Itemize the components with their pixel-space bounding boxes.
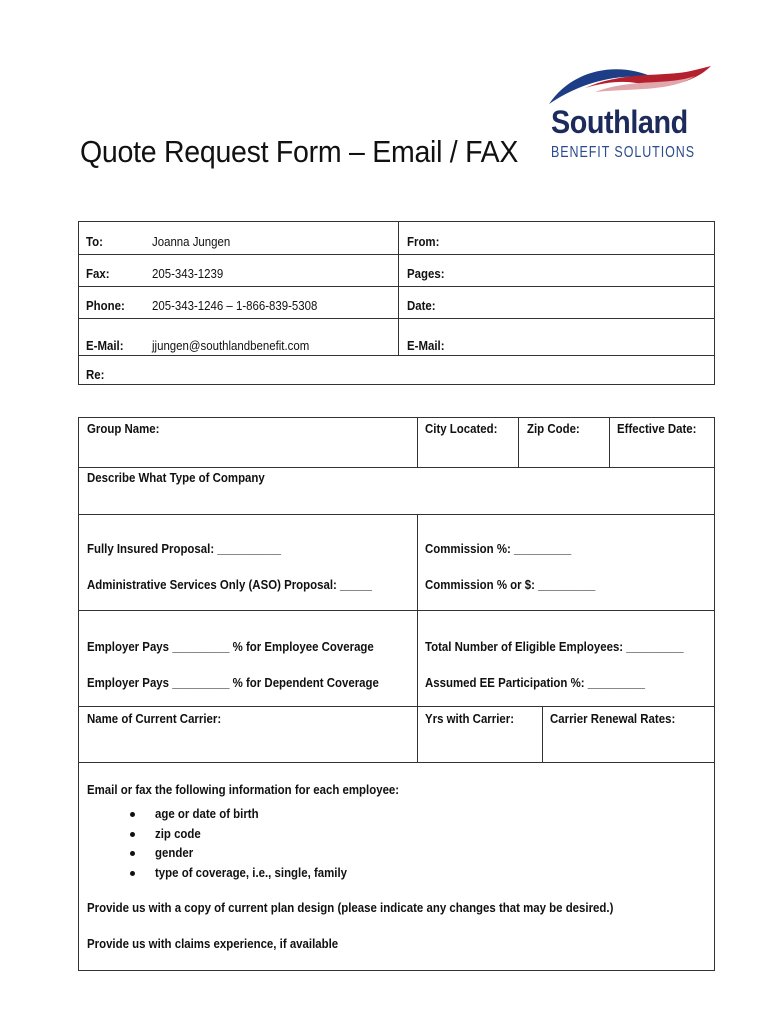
date-label: Date: (407, 298, 436, 313)
group-name-label: Group Name: (87, 421, 160, 436)
to-value[interactable]: Joanna Jungen (152, 234, 231, 249)
bullet-icon (130, 832, 135, 837)
bullet-icon (130, 812, 135, 817)
fully-insured-field[interactable]: Fully Insured Proposal: __________ (87, 541, 281, 556)
bullet-icon (130, 851, 135, 856)
commission-pct-or-dollar-field[interactable]: Commission % or $: _________ (425, 577, 596, 592)
to-label: To: (86, 234, 103, 249)
yrs-with-carrier-label: Yrs with Carrier: (425, 711, 515, 726)
email-fax-info-text: Email or fax the following information for each employee: (87, 782, 400, 797)
company-logo (545, 60, 715, 170)
commission-pct-field[interactable]: Commission %: _________ (425, 541, 572, 556)
email2-label: E-Mail: (407, 338, 445, 353)
email-label: E-Mail: (86, 338, 124, 353)
company-type-label: Describe What Type of Company (87, 470, 265, 485)
logo-swoosh-icon (545, 60, 715, 110)
logo-tagline: BENEFIT SOLUTIONS (551, 144, 695, 161)
aso-field[interactable]: Administrative Services Only (ASO) Proposal: _____ (87, 577, 372, 592)
renewal-rates-label: Carrier Renewal Rates: (550, 711, 676, 726)
quote-form-table (78, 417, 715, 971)
city-label: City Located: (425, 421, 498, 436)
re-label: Re: (86, 367, 105, 382)
phone-value[interactable]: 205-343-1246 – 1-866-839-5308 (152, 298, 318, 313)
assumed-participation-field[interactable]: Assumed EE Participation %: _________ (425, 675, 646, 690)
phone-label: Phone: (86, 298, 125, 313)
plan-design-text: Provide us with a copy of current plan design (please indicate any changes that may be desired.) (87, 900, 614, 915)
pages-label: Pages: (407, 266, 445, 281)
from-label: From: (407, 234, 440, 249)
email-value[interactable]: jjungen@southlandbenefit.com (152, 338, 310, 353)
zip-label: Zip Code: (527, 421, 580, 436)
logo-name: Southland (551, 104, 688, 140)
effective-date-label: Effective Date: (617, 421, 697, 436)
employer-pays-dependent-field[interactable]: Employer Pays _________ % for Dependent Coverage (87, 675, 379, 690)
current-carrier-label: Name of Current Carrier: (87, 711, 222, 726)
claims-text: Provide us with claims experience, if available (87, 936, 339, 951)
total-eligible-field[interactable]: Total Number of Eligible Employees: _________ (425, 639, 684, 654)
fax-label: Fax: (86, 266, 110, 281)
employer-pays-employee-field[interactable]: Employer Pays _________ % for Employee Coverage (87, 639, 374, 654)
page-title: Quote Request Form – Email / FAX (80, 134, 519, 169)
fax-value[interactable]: 205-343-1239 (152, 266, 224, 281)
bullet-icon (130, 871, 135, 876)
